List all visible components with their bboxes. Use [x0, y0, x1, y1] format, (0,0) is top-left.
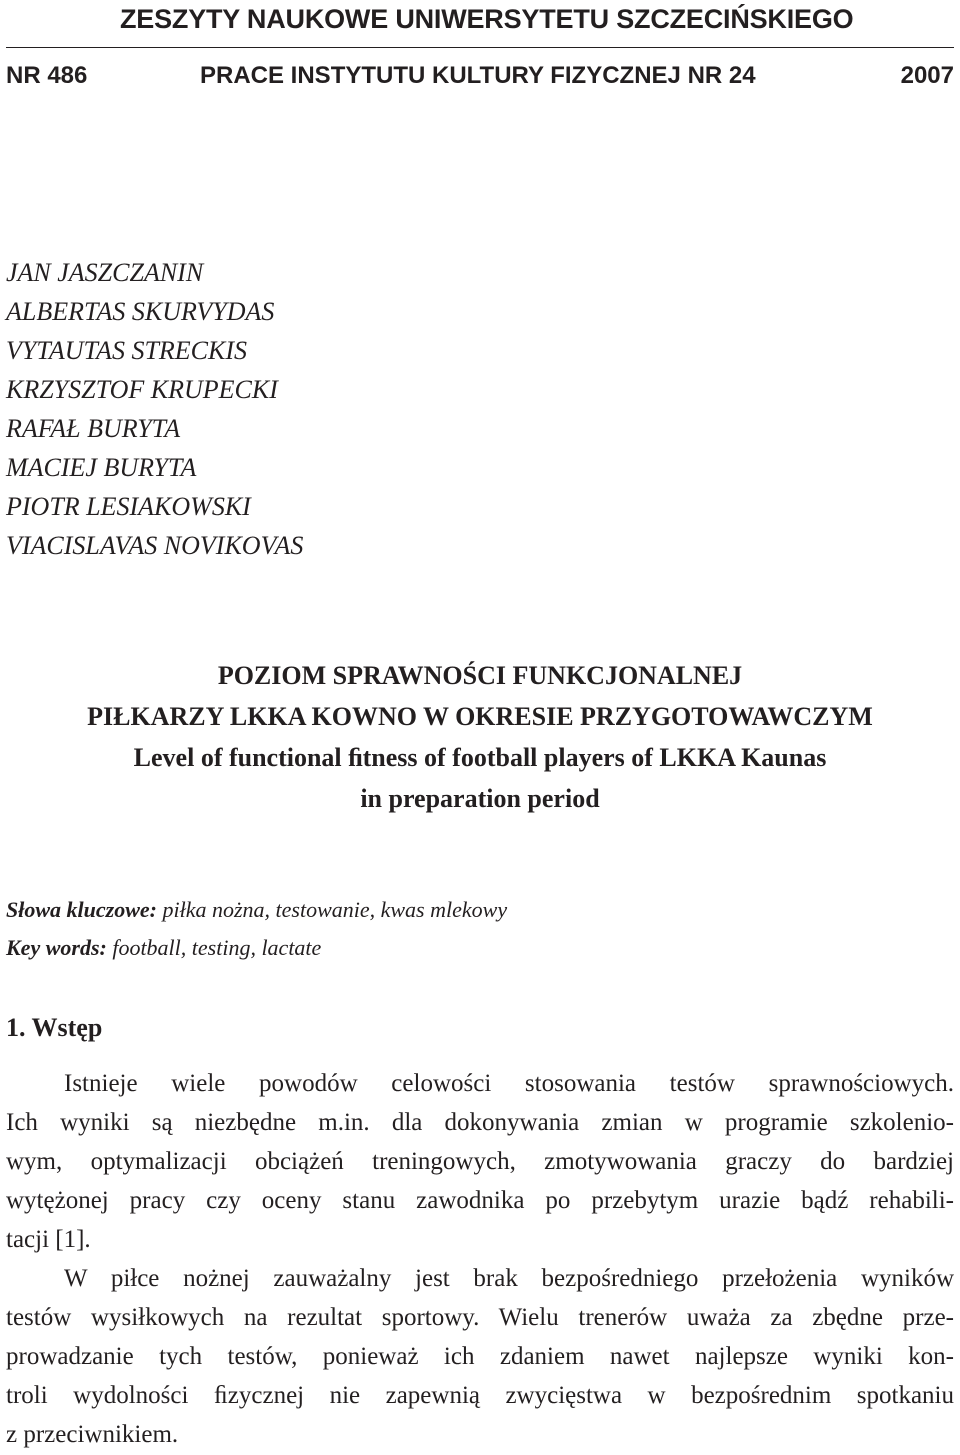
author-name: KRZYSZTOF KRUPECKI [6, 375, 278, 404]
issue-year: 2007 [900, 62, 954, 89]
issue-number: NR 486 [6, 62, 88, 89]
keywords-english [6, 935, 321, 961]
keywords-polish-label: Słowa kluczowe: [6, 897, 157, 922]
paragraph-line: tacji [1]. [6, 1226, 91, 1253]
series-title: PRACE INSTYTUTU KULTURY FIZYCZNEJ NR 24 [200, 62, 756, 89]
article-title [0, 655, 960, 819]
keywords-polish [6, 897, 507, 923]
title-english-line-1: Level of functional ﬁtness of football players of LKKA Kaunas [133, 743, 827, 772]
paragraph-line: wym, optymalizacji obciążeń treningowych, zmotywowania graczy do bardziej [6, 1148, 954, 1175]
journal-title: ZESZYTY NAUKOWE UNIWERSYTETU SZCZECIŃSKIEGO [120, 4, 854, 34]
author-name: PIOTR LESIAKOWSKI [6, 492, 251, 521]
paragraph-line: prowadzanie tych testów, ponieważ ich zdaniem nawet najlepsze wyniki kon- [6, 1343, 954, 1370]
author-name: RAFAŁ BURYTA [6, 414, 181, 443]
keywords-english-label: Key words: [6, 935, 107, 960]
paragraph-line: testów wysiłkowych na rezultat sportowy. Wielu trenerów uważa za zbędne prze- [6, 1304, 954, 1331]
author-name: ALBERTAS SKURVYDAS [6, 297, 275, 326]
paragraph-line: z przeciwnikiem. [6, 1421, 179, 1448]
author-name: MACIEJ BURYTA [6, 453, 197, 482]
section-heading: 1. Wstęp [6, 1013, 103, 1042]
body-text [6, 1064, 954, 1454]
header-divider [6, 47, 954, 48]
title-polish-line-1: POZIOM SPRAWNOŚCI FUNKCJONALNEJ [217, 661, 743, 690]
author-name: JAN JASZCZANIN [6, 258, 204, 287]
paragraph-line: Istnieje wiele powodów celowości stosowania testów sprawnościowych. [64, 1070, 954, 1097]
paragraph-line: troli wydolności ﬁzycznej nie zapewnią zwycięstwa w bezpośrednim spotkaniu [6, 1382, 954, 1409]
paragraph-line: wytężonej pracy czy oceny stanu zawodnika po przebytym urazie bądź rehabili- [6, 1187, 954, 1214]
author-name: VIACISLAVAS NOVIKOVAS [6, 531, 304, 560]
paragraph-line: W piłce nożnej zauważalny jest brak bezpośredniego przełożenia wyników [64, 1265, 954, 1292]
keywords-polish-value: piłka nożna, testowanie, kwas mlekowy [162, 897, 508, 922]
keywords-english-value: football, testing, lactate [112, 935, 322, 960]
author-list [6, 253, 303, 565]
title-english-line-2: in preparation period [360, 784, 600, 813]
author-name: VYTAUTAS STRECKIS [6, 336, 248, 365]
title-polish-line-2: PIŁKARZY LKKA KOWNO W OKRESIE PRZYGOTOWAWCZYM [87, 702, 873, 731]
paragraph-line: Ich wyniki są niezbędne m.in. dla dokonywania zmian w programie szkolenio- [6, 1109, 954, 1136]
